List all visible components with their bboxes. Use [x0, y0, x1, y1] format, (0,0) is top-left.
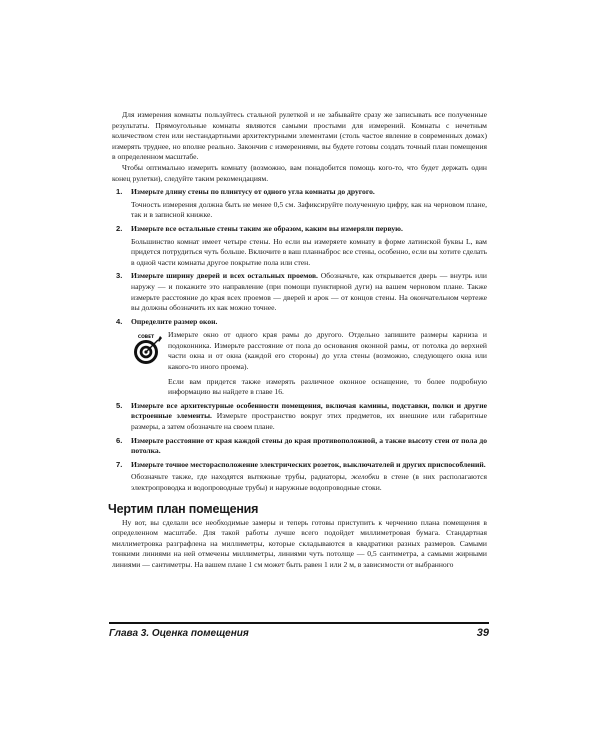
step-5: [112, 401, 487, 433]
step-6: [112, 436, 487, 457]
intro-paragraph-1: Для измерения комнаты пользуйтесь стальной рулеткой и не забывайте сразу же записывать все полученные результаты. Прямоугольные комнаты являются самыми простыми для измерений. Комнаты с нечетным количеством стен или нестандартными архитектурными элементами (столь частое явление в современных домах) измерять труднее, но вполне реально. Закончив с измерениями, вы будете готовы создать точный план помещения в определенном масштабе.: [112, 110, 487, 162]
step-body: Точность измерения должна быть не менее 0,5 см. Зафиксируйте полученную цифру, как на черновом плане, так и в записной книжке.: [131, 199, 487, 220]
step-title: Измерьте ширину дверей и всех остальных проемов.: [131, 271, 318, 281]
step-title: Измерьте расстояние от края каждой стены до края противоположной, а также высоту стен от пола до потолка.: [131, 435, 487, 456]
step-title: Измерьте все остальные стены таким же образом, каким вы измеряли первую.: [131, 223, 403, 233]
step-body: Большинство комнат имеет четыре стены. Но если вы измеряете комнату в форме латинской буквы L, вам придется потрудиться чуть больше. Включите в ваш планнаброс все стены, особенно, если вы хотите сделать в одной части комнаты другое покрытие пола или стен.: [131, 236, 487, 267]
step-1: [112, 187, 487, 221]
italic-term: желобки: [350, 472, 380, 482]
step-4: [112, 317, 487, 328]
step-number: 3.: [116, 271, 123, 281]
page-content: [108, 110, 488, 571]
page-footer: [109, 622, 489, 639]
tip-text: Измерьте окно от одного края рамы до другого. Отдельно запишите размеры карниза и подоконника. Измерьте расстояние от пола до основания оконной рамы, от потолка до верхней части окна и от окна (каждой его стороны) до угла стены (возможно, следующего окна или какого-то иного проема).: [168, 330, 487, 372]
step-text: [131, 271, 487, 312]
step-number: 5.: [116, 400, 123, 410]
section-heading: Чертим план помещения: [108, 501, 259, 516]
page-number: 39: [476, 627, 489, 639]
step-number: 4.: [116, 316, 123, 326]
step-2: [112, 224, 487, 268]
tip-followup: Если вам придется также измерять различное оконное оснащение, то более подробную информацию вы найдете в главе 16.: [168, 376, 487, 397]
step-3: [112, 271, 487, 313]
step-number: 6.: [116, 435, 123, 445]
step-body: Измерьте пространство вокруг этих предметов, их внешние или габаритные размеры, а затем обозначьте на своем плане.: [131, 411, 487, 432]
chapter-title: Глава 3. Оценка помещения: [109, 628, 249, 639]
target-icon: [129, 332, 163, 366]
step-title: Измерьте точное месторасположение электрических розеток, выключателей и других приспособлений.: [131, 459, 486, 469]
tip-label: СОВЕТ: [137, 335, 155, 341]
step-title: Измерьте длину стены по плинтусу от одного угла комнаты до другого.: [131, 187, 375, 197]
step-number: 2.: [116, 223, 123, 233]
tip-block: [112, 330, 487, 398]
step-title: Измерьте все архитектурные особенности помещения, включая камины, подставки, полки и другие встроенные элементы.: [131, 400, 487, 421]
step-body: Обозначьте, как открывается дверь — внутрь или наружу — и покажите это направление (при помощи пунктирной дуги) на вашем черновом плане. Также измерьте расстояние до края всех проемов — дверей и арок — от концов стены. На окончательном чертеже вы должны обозначить их как можно точнее.: [131, 271, 488, 313]
intro-paragraph-2: Чтобы оптимально измерить комнату (возможно, вам понадобится помощь кого-то, что будет держать один конец рулетки), следуйте таким рекомендациям.: [112, 162, 487, 183]
step-title: Определите размер окон.: [131, 316, 218, 326]
step-number: 7.: [116, 459, 123, 469]
steps-list: [112, 187, 487, 493]
step-number: 1.: [116, 187, 123, 197]
step-body: Обозначьте также, где находятся вытяжные трубы, радиаторы, желобки в стене (в них располагаются электропроводка и водопроводные трубы) и наружные водопроводные стоки.: [131, 472, 488, 492]
step-text: [131, 401, 487, 431]
step-7: [112, 460, 487, 494]
section-paragraph: Ну вот, вы сделали все необходимые замеры и теперь готовы приступить к черчению плана помещения в определенном масштабе. Для такой работы лучше всего подойдет миллиметровая бумага. Стандартная миллиметровка разграфлена на миллиметры, которые складываются в квадратики разных размеров. Самыми тонкими линиями на ней отмечены миллиметры, линиями чуть потолще — 0,5 сантиметра, а самыми жирными линиями — сантиметры. На вашем плане 1 см может быть равен 1 или 2 м, в зависимости от выбранного: [112, 517, 487, 569]
